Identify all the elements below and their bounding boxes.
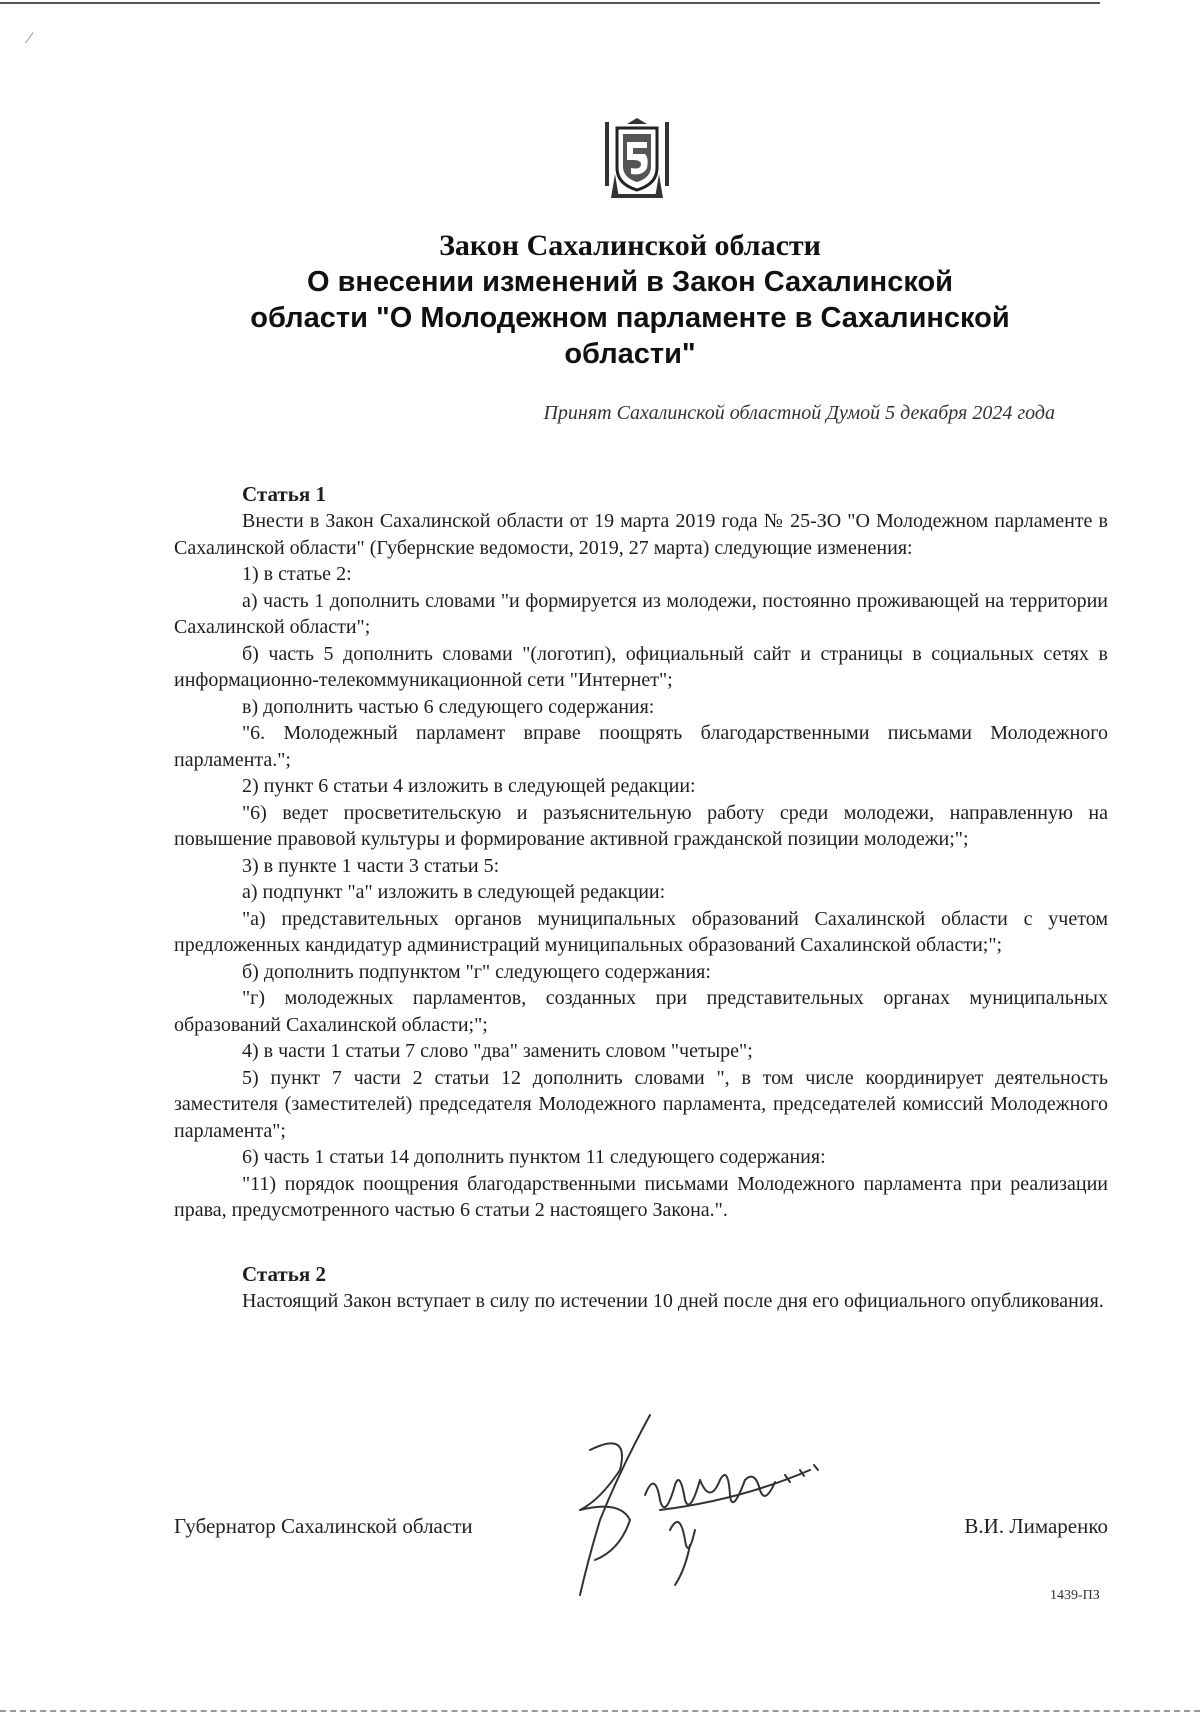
signatory-position: Губернатор Сахалинской области	[174, 1514, 473, 1538]
top-border-line	[0, 2, 1100, 4]
article-1-paragraph: "11) порядок поощрения благодарственными письмами Молодежного парламента при реализации права, предусмотренного частью 6 статьи 2 настоящего Закона.".	[174, 1172, 1108, 1221]
title-line-2: О внесении изменений в Закон Сахалинской	[306, 266, 953, 298]
signature-block	[174, 1514, 1108, 1554]
article-1-paragraph: а) подпункт "а" изложить в следующей редакции:	[242, 881, 666, 903]
signature-icon	[560, 1410, 860, 1600]
article-1-paragraph: "г) молодежных парламентов, созданных при представительных органах муниципальных образований Сахалинской области;";	[174, 987, 1108, 1036]
article-1-paragraph: в) дополнить частью 6 следующего содержания:	[242, 695, 655, 718]
document-body	[174, 480, 1108, 1314]
article-1-paragraph: Внести в Закон Сахалинской области от 19 марта 2019 года № 25-ЗО "О Молодежном парламенте в Сахалинской области" (Губернские ведомости, 2019, 27 марта) следующие изменения:	[174, 510, 1108, 559]
article-1-paragraph: 5) пункт 7 части 2 статьи 12 дополнить словами ", в том числе координирует деятельность заместителя (заместителей) председателя Молодежного парламента, председателей комиссий Молодежного парламента";	[174, 1066, 1108, 1142]
signatory-name: В.И. Лимаренко	[964, 1514, 1108, 1538]
article-2-title: Статья 2	[242, 1261, 326, 1286]
article-1-paragraph: "6) ведет просветительскую и разъяснительную работу среди молодежи, направленную на повышение правовой культуры и формирование активной гражданской позиции молодежи;";	[174, 801, 1108, 850]
article-2-paragraph: Настоящий Закон вступает в силу по истечении 10 дней после дня его официального опубликования.	[242, 1289, 1104, 1312]
section-gap	[174, 1224, 1108, 1260]
article-1-paragraph: 2) пункт 6 статьи 4 изложить в следующей редакции:	[242, 775, 696, 797]
article-1-paragraph: а) часть 1 дополнить словами "и формируется из молодежи, постоянно проживающей на территории Сахалинской области";	[174, 589, 1108, 638]
article-1-paragraph: б) часть 5 дополнить словами "(логотип), официальный сайт и страницы в социальных сетях в информационно-телекоммуникационной сети "Интернет";	[174, 642, 1108, 691]
document-number: 1439-ПЗ	[1050, 1588, 1100, 1603]
article-1-paragraph: 3) в пункте 1 части 3 статьи 5:	[242, 854, 500, 877]
coat-of-arms-icon	[603, 118, 671, 202]
scan-mark: ⁄	[28, 30, 31, 47]
article-1-paragraph: б) дополнить подпунктом "г" следующего содержания:	[242, 960, 711, 983]
title-line-4: области"	[564, 338, 696, 370]
title-line-3: области "О Молодежном парламенте в Сахалинской	[250, 302, 1010, 334]
article-1-paragraph: 6) часть 1 статьи 14 дополнить пунктом 11 следующего содержания:	[242, 1146, 826, 1168]
article-1-title: Статья 1	[242, 482, 326, 506]
article-1-paragraph: "а) представительных органов муниципальных образований Сахалинской области с учетом предложенных кандидатур администраций муниципальных образований Сахалинской области;";	[174, 907, 1108, 956]
bottom-border-line	[0, 1710, 1200, 1712]
article-1-paragraph: "6. Молодежный парламент вправе поощрять благодарственными письмами Молодежного парламента.";	[174, 722, 1108, 771]
article-1-paragraph: 1) в статье 2:	[242, 563, 352, 585]
article-1-paragraph: 4) в части 1 статьи 7 слово "два" заменить словом "четыре";	[242, 1040, 753, 1062]
title-line-1: Закон Сахалинской области	[439, 229, 821, 262]
document-title	[190, 228, 1070, 372]
adoption-note: Принят Сахалинской областной Думой 5 декабря 2024 года	[543, 402, 1055, 424]
